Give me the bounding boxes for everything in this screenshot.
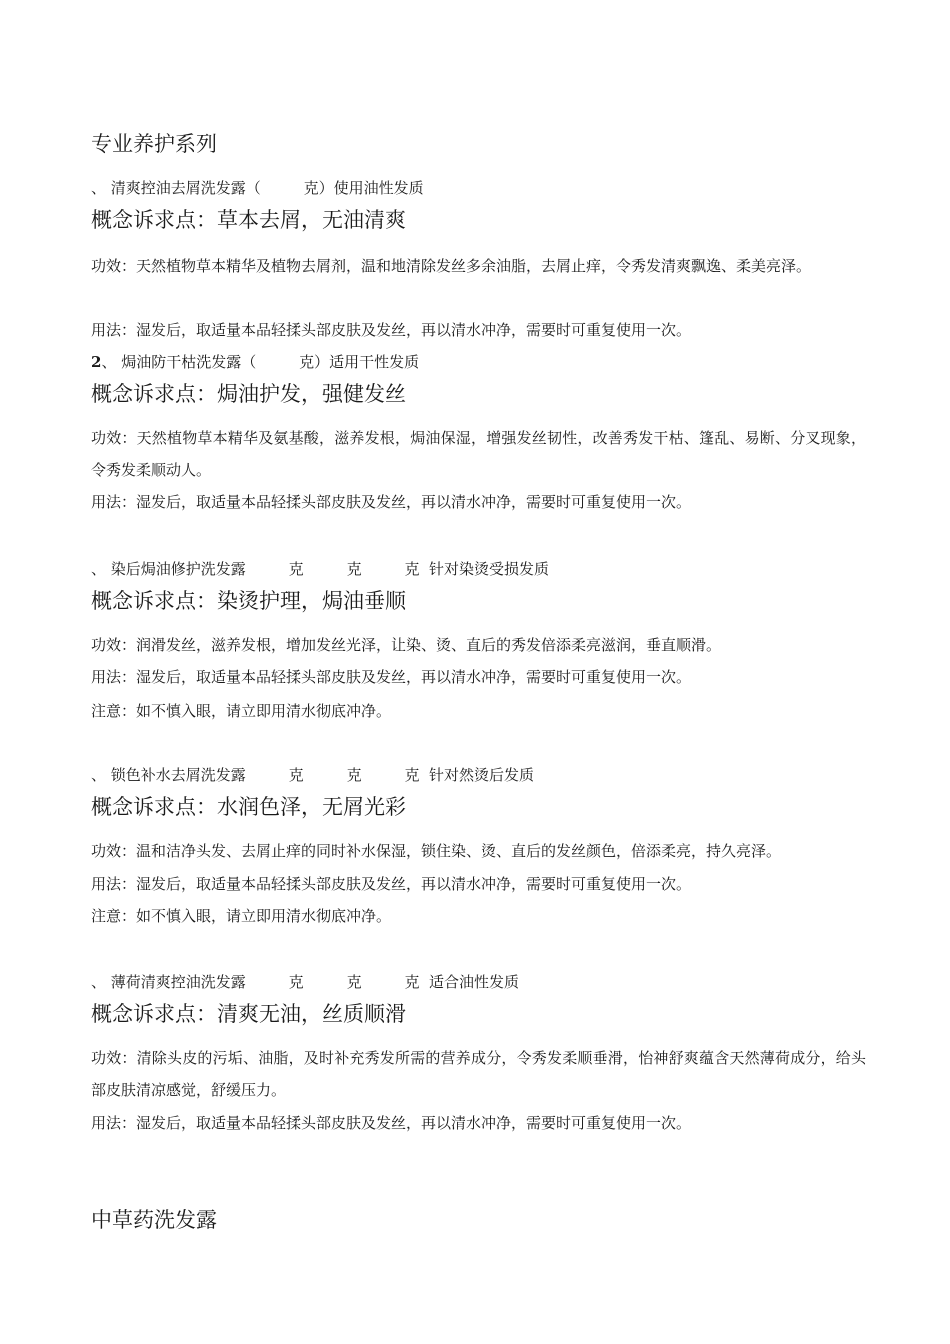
product-heading-2 — [91, 352, 419, 372]
concept-appeal-1: 概念诉求点：草本去屑，无油清爽 — [91, 208, 406, 232]
product-name: 、 清爽控油去屑洗发露（ 克）使用油性发质 — [91, 179, 424, 197]
concept-appeal-4: 概念诉求点：水润色泽，无屑光彩 — [91, 795, 406, 819]
product-number: 2 — [91, 353, 102, 371]
concept-appeal-2: 概念诉求点：焗油护发，强健发丝 — [91, 382, 406, 406]
product-heading-5 — [91, 972, 519, 992]
product-heading-3 — [91, 559, 549, 579]
effect-text-4: 功效：温和洁净头发、去屑止痒的同时补水保湿，锁住染、烫、直后的发丝颜色，倍添柔亮，持久亮泽。 — [91, 842, 782, 860]
effect-text-5: 功效：清除头皮的污垢、油脂，及时补充秀发所需的营养成分，令秀发柔顺垂滑，怡神舒爽蕴含天然薄荷成分，给头部皮肤清凉感觉，舒缓压力。 — [91, 1049, 866, 1099]
product-heading-1 — [91, 178, 424, 198]
section-title-herbal-shampoo: 中草药洗发露 — [91, 1208, 217, 1232]
concept-appeal-3: 概念诉求点：染烫护理，焗油垂顺 — [91, 589, 406, 613]
product-name: 、 薄荷清爽控油洗发露 克 克 克 适合油性发质 — [91, 973, 520, 991]
usage-text-5: 用法：湿发后，取适量本品轻揉头部皮肤及发丝，再以清水冲净，需要时可重复使用一次。 — [91, 1114, 692, 1132]
usage-text-2: 用法：湿发后，取适量本品轻揉头部皮肤及发丝，再以清水冲净，需要时可重复使用一次。 — [91, 493, 692, 511]
usage-text-3: 用法：湿发后，取适量本品轻揉头部皮肤及发丝，再以清水冲净，需要时可重复使用一次。 — [91, 668, 692, 686]
product-name: 、 锁色补水去屑洗发露 克 克 克 针对然烫后发质 — [91, 766, 535, 784]
usage-text-1: 用法：湿发后，取适量本品轻揉头部皮肤及发丝，再以清水冲净，需要时可重复使用一次。 — [91, 321, 692, 339]
section-title-professional-care: 专业养护系列 — [91, 132, 217, 156]
product-name: 、 焗油防干枯洗发露（ 克）适用干性发质 — [101, 353, 420, 371]
product-name: 、 染后焗油修护洗发露 克 克 克 针对染烫受损发质 — [91, 560, 550, 578]
usage-text-4: 用法：湿发后，取适量本品轻揉头部皮肤及发丝，再以清水冲净，需要时可重复使用一次。 — [91, 875, 692, 893]
note-text-4: 注意：如不慎入眼，请立即用清水彻底冲净。 — [91, 907, 392, 925]
note-text-3: 注意：如不慎入眼，请立即用清水彻底冲净。 — [91, 702, 392, 720]
product-heading-4 — [91, 765, 534, 785]
effect-text-1: 功效：天然植物草本精华及植物去屑剂，温和地清除发丝多余油脂，去屑止痒，令秀发清爽飘逸、柔美亮泽。 — [91, 257, 812, 275]
concept-appeal-5: 概念诉求点：清爽无油，丝质顺滑 — [91, 1002, 406, 1026]
effect-text-2: 功效：天然植物草本精华及氨基酸，滋养发根，焗油保湿，增强发丝韧性，改善秀发干枯、篷乱、易断、分叉现象，令秀发柔顺动人。 — [91, 429, 866, 479]
effect-text-3: 功效：润滑发丝，滋养发根，增加发丝光泽，让染、烫、直后的秀发倍添柔亮滋润，垂直顺滑。 — [91, 636, 722, 654]
